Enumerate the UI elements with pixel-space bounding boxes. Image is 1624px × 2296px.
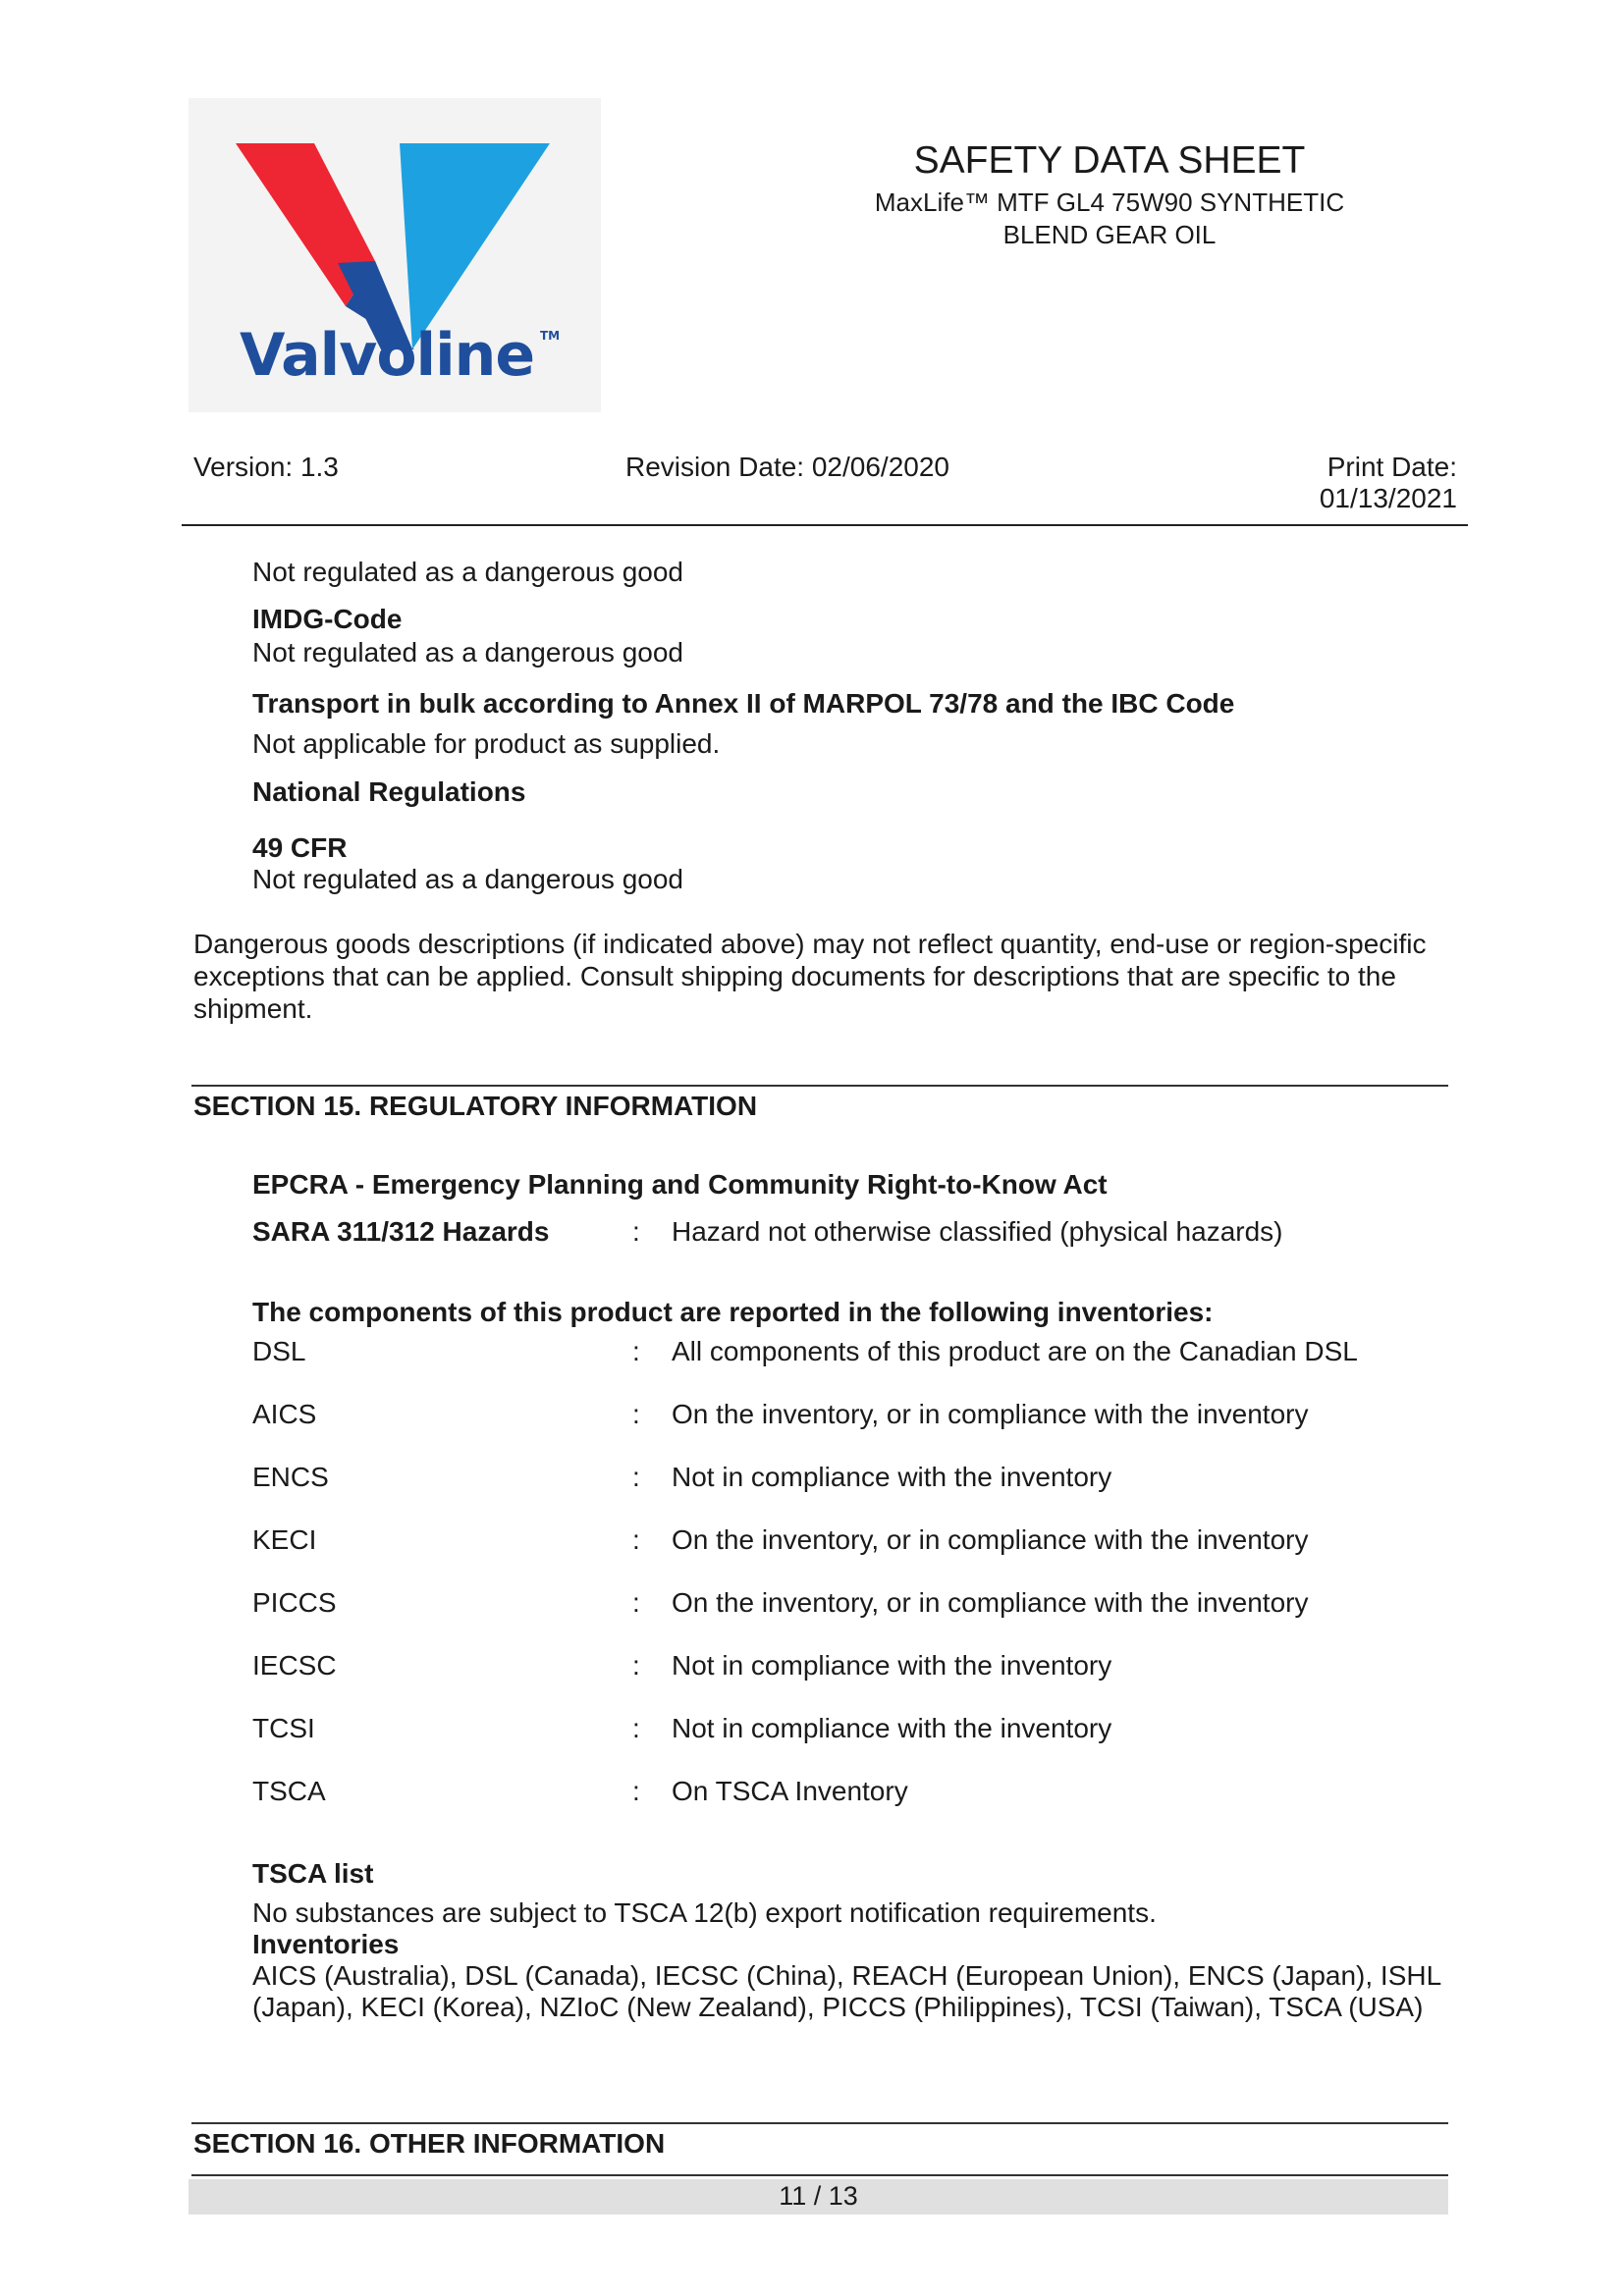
print-date-label: Print Date: <box>1326 452 1457 482</box>
inventories-list-line1: AICS (Australia), DSL (Canada), IECSC (China), REACH (European Union), ENCS (Japan), ISHL <box>252 1960 1442 1991</box>
sara-value: Hazard not otherwise classified (physical hazards) <box>672 1216 1283 1247</box>
dangerous-goods-disclaimer: Dangerous goods descriptions (if indicated above) may not reflect quantity, end-use or region-specific exceptions that can be applied. Consult shipping documents for descriptions that are specific to the shipment. <box>193 929 1427 1024</box>
bulk-text: Not applicable for product as supplied. <box>252 728 721 759</box>
valvoline-logo <box>189 98 601 412</box>
brand-trademark: TM <box>540 329 561 343</box>
inventory-value: On the inventory, or in compliance with the inventory <box>672 1399 1309 1429</box>
inventory-label: KECI <box>252 1524 317 1555</box>
product-name-line1: MaxLife™ MTF GL4 75W90 SYNTHETIC <box>874 187 1345 217</box>
tsca-list-heading: TSCA list <box>252 1858 374 1889</box>
inventory-value: On the inventory, or in compliance with the inventory <box>672 1587 1309 1618</box>
epcra-heading: EPCRA - Emergency Planning and Community Right-to-Know Act <box>252 1169 1108 1200</box>
header-divider <box>182 524 1468 526</box>
version-label: Version: 1.3 <box>193 452 339 482</box>
sara-colon: : <box>632 1216 640 1247</box>
footer-divider <box>191 2174 1448 2176</box>
cfr-heading: 49 CFR <box>252 832 348 863</box>
inventory-value: Not in compliance with the inventory <box>672 1462 1112 1492</box>
inventory-colon: : <box>632 1587 640 1618</box>
revision-date: Revision Date: 02/06/2020 <box>625 452 949 482</box>
product-name <box>805 187 1414 251</box>
transport-line1: Not regulated as a dangerous good <box>252 557 683 587</box>
inventory-label: DSL <box>252 1336 306 1366</box>
inventory-label: AICS <box>252 1399 317 1429</box>
inventories-list-line2: (Japan), KECI (Korea), NZIoC (New Zealand), PICCS (Philippines), TCSI (Taiwan), TSCA (USA) <box>252 1992 1424 2022</box>
inventory-colon: : <box>632 1336 640 1366</box>
section15-divider <box>191 1085 1448 1087</box>
inventories-subheading: Inventories <box>252 1929 400 1959</box>
inventory-label: TCSI <box>252 1713 315 1743</box>
inventory-colon: : <box>632 1776 640 1806</box>
section15-title: SECTION 15. REGULATORY INFORMATION <box>193 1091 758 1121</box>
page-number: 11 / 13 <box>779 2181 858 2211</box>
inventory-label: IECSC <box>252 1650 337 1681</box>
inventory-label: TSCA <box>252 1776 326 1806</box>
print-date <box>1320 452 1457 514</box>
inventory-value: All components of this product are on the Canadian DSL <box>672 1336 1358 1366</box>
inventory-value: Not in compliance with the inventory <box>672 1650 1112 1681</box>
cfr-text: Not regulated as a dangerous good <box>252 864 683 894</box>
inventory-colon: : <box>632 1399 640 1429</box>
imdg-heading: IMDG-Code <box>252 604 403 634</box>
inventories-heading: The components of this product are reported in the following inventories: <box>252 1297 1214 1327</box>
product-name-line2: BLEND GEAR OIL <box>1002 220 1217 249</box>
section16-divider <box>191 2122 1448 2124</box>
section16-title: SECTION 16. OTHER INFORMATION <box>193 2128 666 2159</box>
document-title: SAFETY DATA SHEET <box>913 139 1306 182</box>
inventory-colon: : <box>632 1713 640 1743</box>
inventory-colon: : <box>632 1524 640 1555</box>
inventory-value: On TSCA Inventory <box>672 1776 908 1806</box>
print-date-value: 01/13/2021 <box>1319 483 1457 513</box>
inventory-value: On the inventory, or in compliance with the inventory <box>672 1524 1309 1555</box>
bulk-heading: Transport in bulk according to Annex II of MARPOL 73/78 and the IBC Code <box>252 688 1235 719</box>
brand-wordmark: Valvoline <box>240 321 535 390</box>
imdg-text: Not regulated as a dangerous good <box>252 637 683 667</box>
sara-label: SARA 311/312 Hazards <box>252 1216 550 1247</box>
inventory-colon: : <box>632 1462 640 1492</box>
tsca-list-text: No substances are subject to TSCA 12(b) export notification requirements. <box>252 1897 1157 1928</box>
national-regulations-heading: National Regulations <box>252 776 526 807</box>
inventory-label: ENCS <box>252 1462 329 1492</box>
inventory-colon: : <box>632 1650 640 1681</box>
inventory-label: PICCS <box>252 1587 337 1618</box>
inventory-value: Not in compliance with the inventory <box>672 1713 1112 1743</box>
valvoline-v-logo-icon <box>189 98 601 412</box>
